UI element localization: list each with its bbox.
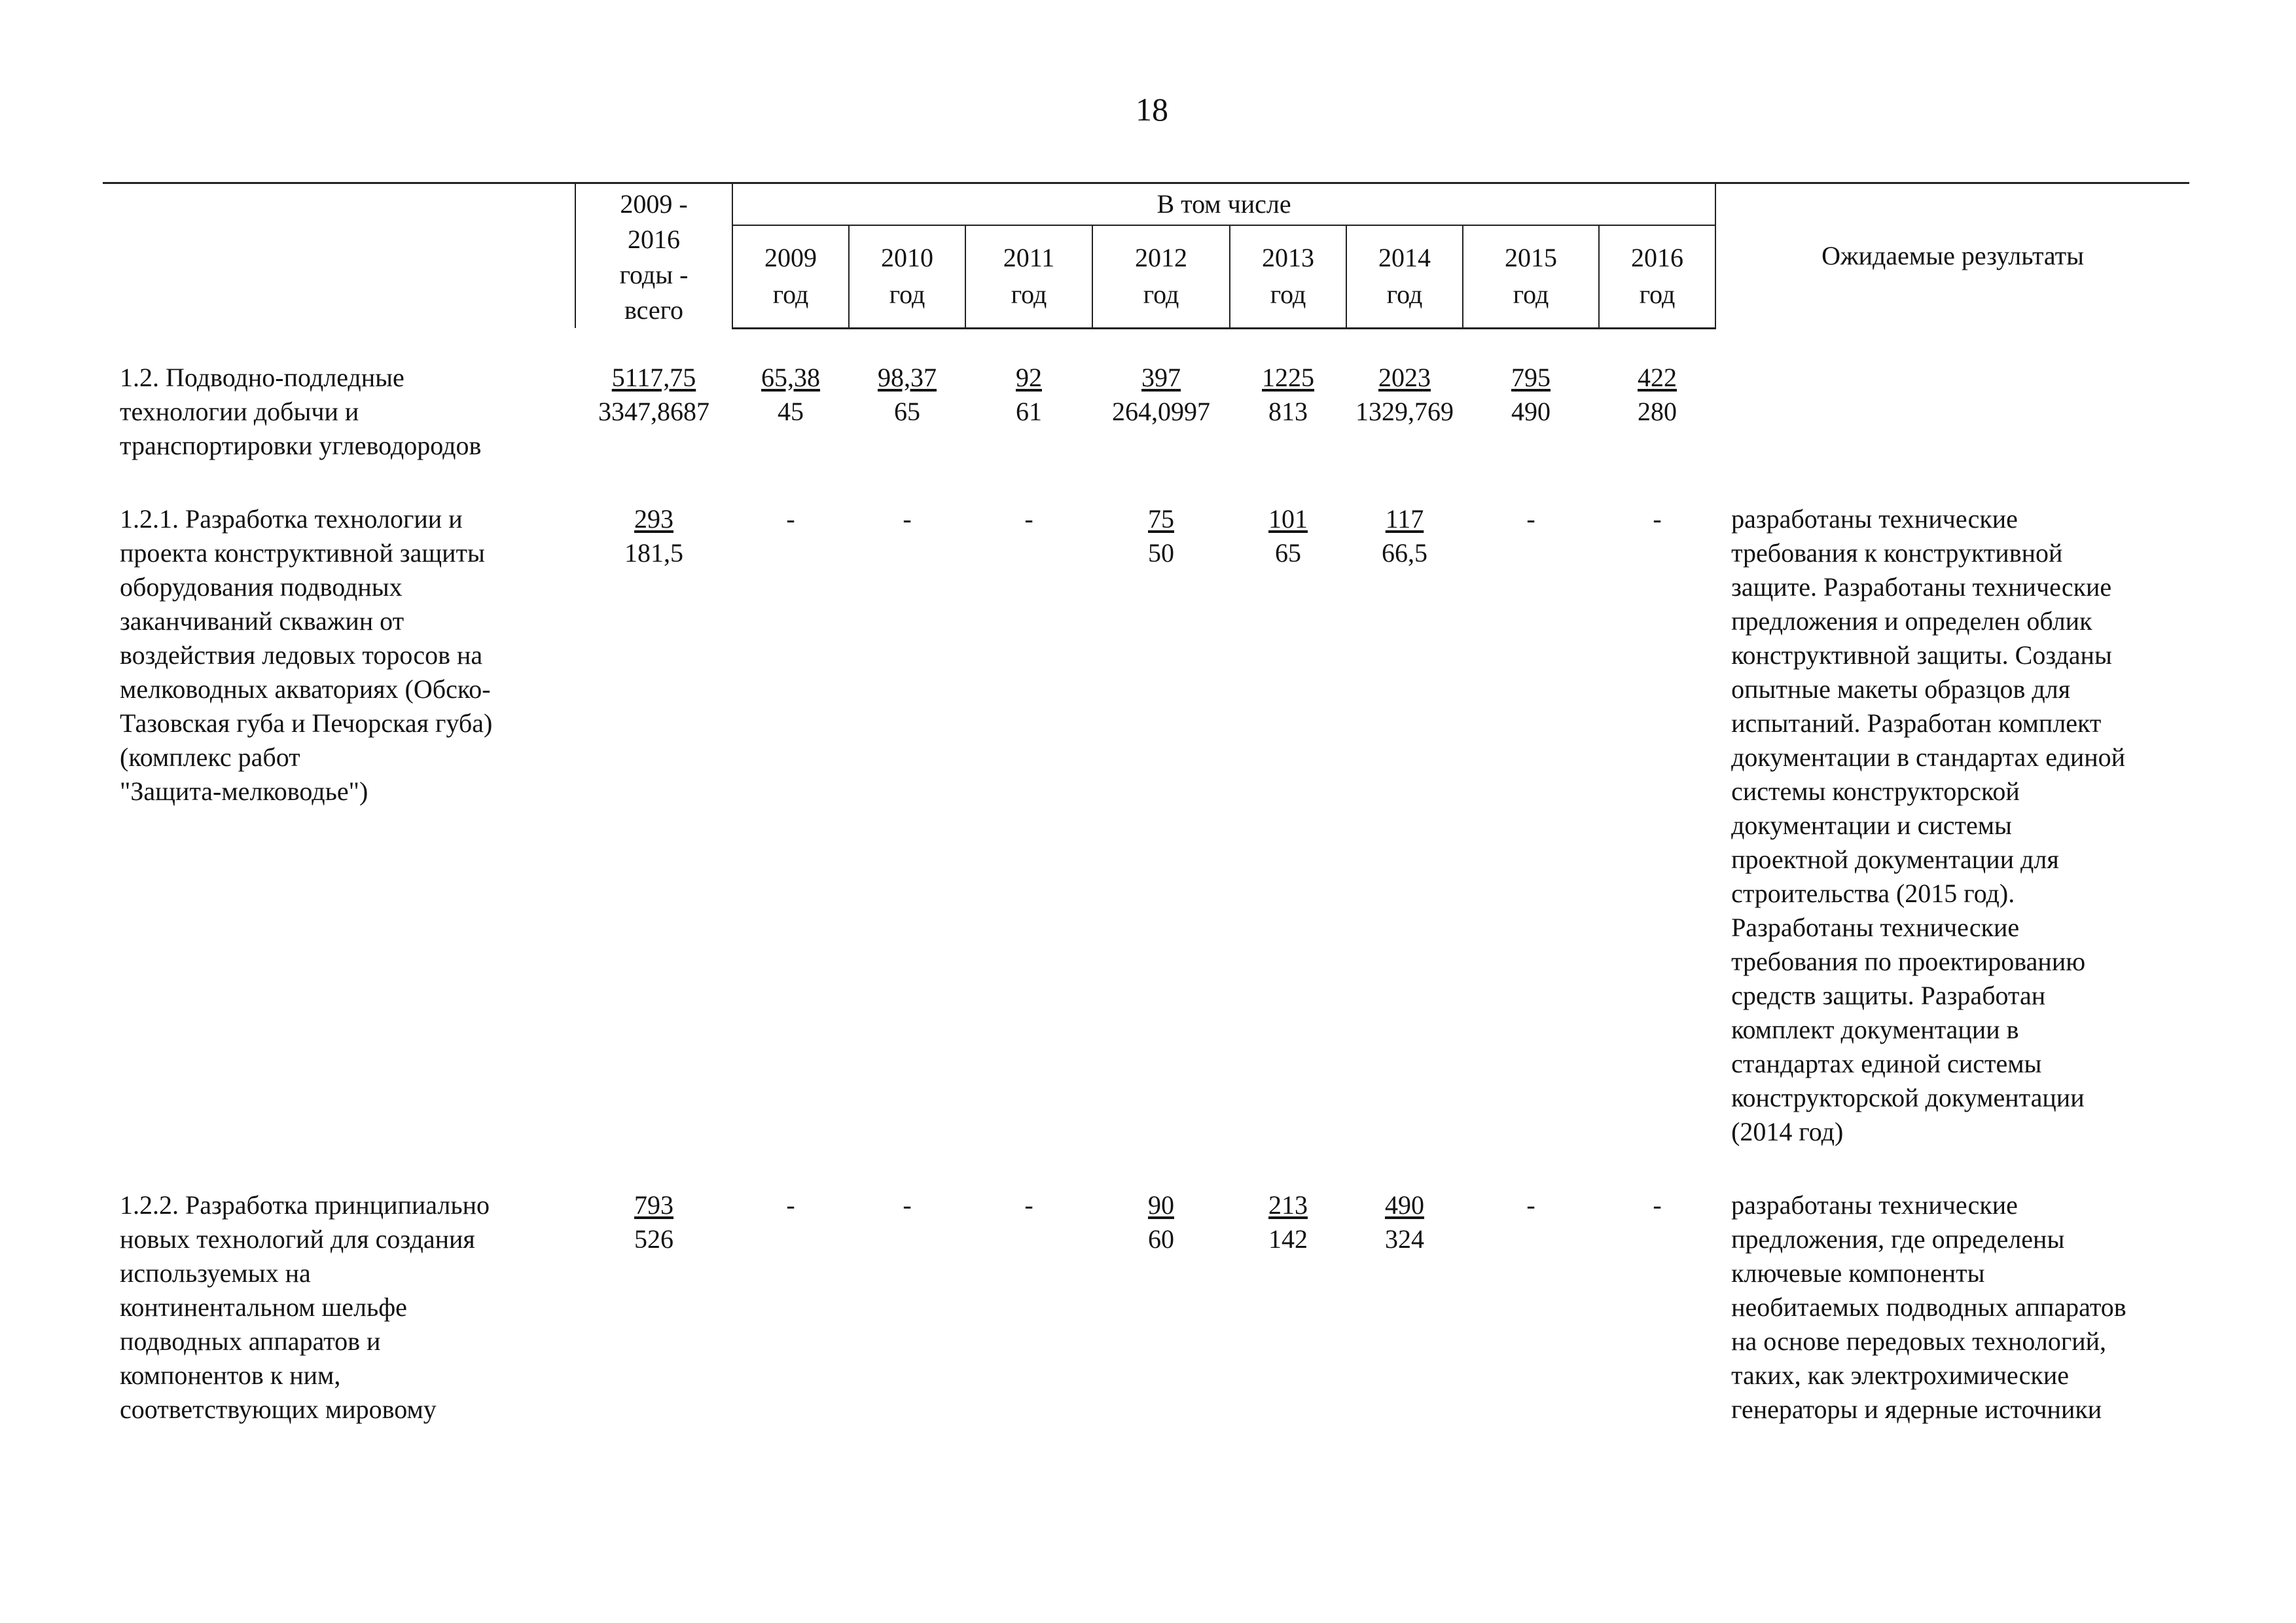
row-year-value: 490 324: [1385, 1190, 1424, 1254]
row-year-value: 75 50: [1148, 503, 1174, 568]
row-name: 1.2.1. Разработка технологии и проекта конструктивной защиты оборудования подводных заканчиваний скважин от воздействия ледовых торосов на мелководных акваториях (Обско- Тазовская губа и Печорская губа) (комплекс работ "Защита-мелководье"): [120, 503, 493, 806]
row-year-value: 117 66,5: [1382, 503, 1427, 568]
row-name: 1.2. Подводно-подледные технологии добычи и транспортировки углеводородов: [120, 362, 482, 460]
row-year-value: 397 264,0997: [1112, 362, 1210, 426]
row-result: разработаны технические предложения, где определены ключевые компоненты необитаемых подводных аппаратов на основе передовых технологий, таких, как электрохимические генераторы и ядерные источники: [1731, 1190, 2126, 1424]
header-total-line: 2016: [628, 225, 680, 254]
header-year-2015: 2015 год: [1463, 225, 1599, 328]
row-year-value: 101 65: [1268, 503, 1308, 568]
row-year-value: -: [903, 503, 912, 534]
row-year-value: 2023 1329,769: [1355, 362, 1454, 426]
program-table: [103, 182, 2189, 1427]
table-row: [103, 361, 2189, 463]
row-total: 793 526: [634, 1190, 673, 1254]
header-total-line: 2009 -: [620, 189, 688, 219]
row-year-value: -: [1526, 503, 1535, 534]
header-year-2010: 2010 год: [849, 225, 965, 328]
row-year-value: -: [786, 1190, 795, 1220]
row-name: 1.2.2. Разработка принципиально новых технологий для создания используемых на континентальном шельфе подводных аппаратов и компонентов к ним, соответствующих мировому: [120, 1190, 490, 1424]
header-total-line: всего: [624, 295, 684, 325]
header-total-line: годы -: [619, 260, 689, 289]
row-year-value: -: [1653, 503, 1662, 534]
table-header-row: [103, 183, 2189, 225]
header-year-2009: 2009 год: [732, 225, 849, 328]
header-total: [575, 183, 732, 329]
row-year-value: -: [786, 503, 795, 534]
row-year-value: 90 60: [1148, 1190, 1174, 1254]
row-year-value: 422 280: [1638, 362, 1677, 426]
row-year-value: 795 490: [1511, 362, 1551, 426]
table-row: [103, 502, 2189, 1149]
header-expected-results: Ожидаемые результаты: [1715, 183, 2189, 329]
header-year-2016: 2016 год: [1599, 225, 1715, 328]
row-total: 5117,75 3347,8687: [598, 362, 709, 426]
row-year-value: -: [1526, 1190, 1535, 1220]
header-year-2011: 2011 год: [965, 225, 1092, 328]
row-year-value: -: [1024, 1190, 1033, 1220]
row-year-value: 92 61: [1016, 362, 1042, 426]
row-year-value: 65,38 45: [761, 362, 820, 426]
header-year-2013: 2013 год: [1230, 225, 1346, 328]
header-name-empty: [103, 183, 575, 329]
header-including: В том числе: [732, 183, 1715, 225]
row-year-value: -: [1024, 503, 1033, 534]
row-year-value: -: [1653, 1190, 1662, 1220]
row-result: [1715, 361, 2189, 463]
row-total: 293 181,5: [624, 503, 683, 568]
row-year-value: -: [903, 1190, 912, 1220]
row-result: разработаны технические требования к конструктивной защите. Разработаны технические предложения и определен облик конструктивной защиты. Созданы опытные макеты образцов для испытаний. Разработан комплект документации в стандартах единой системы конструкторской документации и системы проектной документации для строительства (2015 год). Разработаны технические требования по проектированию средств защиты. Разработан комплект документации в стандартах единой системы конструкторской документации (2014 год): [1731, 503, 2126, 1146]
row-year-value: 213 142: [1268, 1190, 1308, 1254]
header-year-2014: 2014 год: [1346, 225, 1463, 328]
page-number: 18: [1136, 91, 1168, 128]
header-year-2012: 2012 год: [1092, 225, 1230, 328]
table-row: [103, 1188, 2189, 1427]
row-year-value: 1225 813: [1262, 362, 1314, 426]
row-year-value: 98,37 65: [878, 362, 937, 426]
